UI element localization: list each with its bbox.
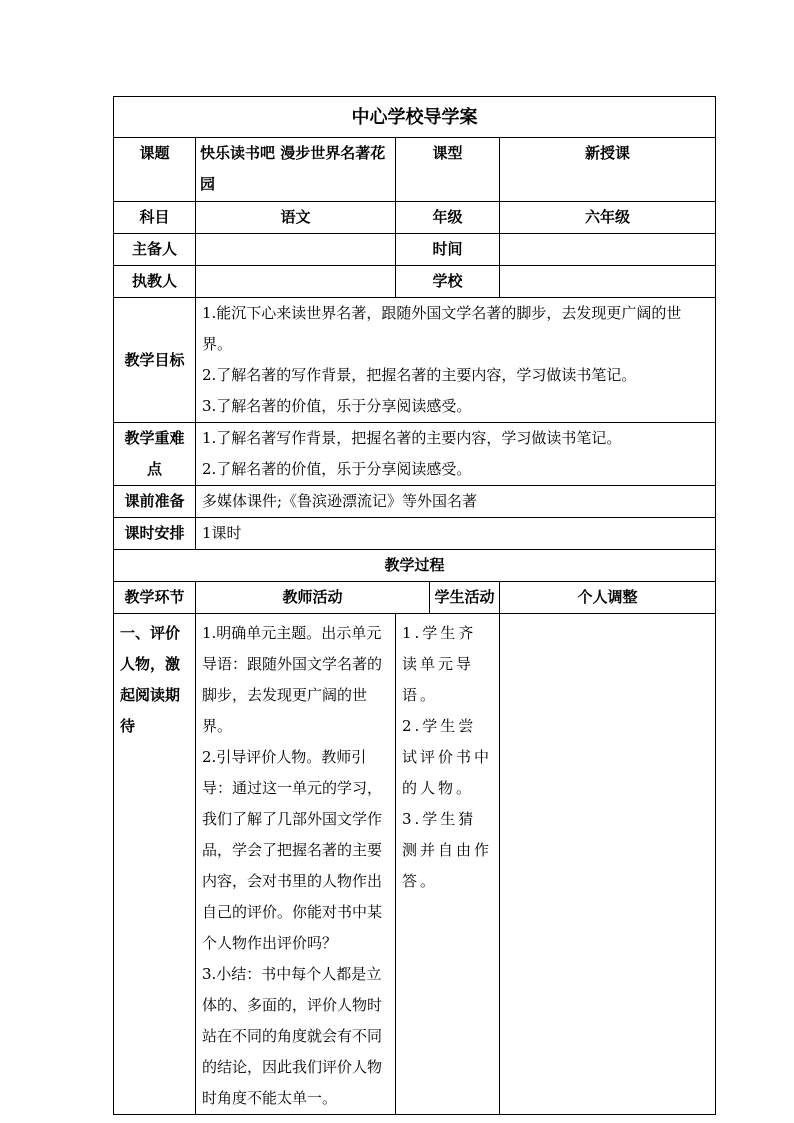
teacher-activity-item: 1.明确单元主题。出示单元导语：跟随外国文学名著的脚步，去发现更广阔的世界。 (202, 624, 383, 735)
process-header-teacher: 教师活动 (196, 582, 430, 614)
preparer-value (196, 234, 396, 266)
teacher-activity-item: 2.引导评价人物。教师引导：通过这一单元的学习，我们了解了几部外国文学作品，学会了把握名著的主要内容，会对书里的人物作出自己的评价。你能对书中某个人物作出评价吗？ (202, 748, 383, 952)
teacher-activity (196, 614, 396, 1115)
process-stage: 一、评价人物，激起阅读期待 (114, 614, 196, 1115)
process-header-student: 学生活动 (430, 582, 500, 614)
page-title: 中心学校导学案 (114, 97, 716, 138)
process-header-stage: 教学环节 (114, 582, 196, 614)
topic-label: 课题 (114, 138, 196, 202)
teacher-activity-item: 3.小结：书中每个人都是立体的、多面的，评价人物时站在不同的角度就会有不同的结论，因此我们评价人物时角度不能太单一。 (202, 965, 383, 1107)
time-label: 时间 (396, 234, 500, 266)
keypoints-label: 教学重难点 (114, 423, 196, 486)
goal-item: 1.能沉下心来读世界名著，跟随外国文学名著的脚步，去发现更广阔的世界。 (202, 304, 682, 353)
subject-label: 科目 (114, 202, 196, 234)
preparation-value: 多媒体课件;《鲁滨逊漂流记》等外国名著 (196, 486, 716, 518)
grade-label: 年级 (396, 202, 500, 234)
process-section-title: 教学过程 (114, 550, 716, 582)
keypoint-item: 1.了解名著写作背景，把握名著的主要内容，学习做读书笔记。 (202, 429, 622, 447)
goals-list (196, 298, 716, 423)
student-activity (396, 614, 500, 1115)
adjustment-cell (500, 614, 716, 1115)
process-header-adjustment: 个人调整 (500, 582, 716, 614)
goals-label: 教学目标 (114, 298, 196, 423)
preparer-label: 主备人 (114, 234, 196, 266)
teacher-value (196, 266, 396, 298)
goal-item: 3.了解名著的价值，乐于分享阅读感受。 (202, 397, 472, 415)
lesson-plan-table (113, 96, 716, 1115)
time-value (500, 234, 716, 266)
goal-item: 2.了解名著的写作背景，把握名著的主要内容，学习做读书笔记。 (202, 366, 637, 384)
school-label: 学校 (396, 266, 500, 298)
keypoints-list (196, 423, 716, 486)
school-value (500, 266, 716, 298)
topic-value: 快乐读书吧 漫步世界名著花园 (196, 138, 396, 202)
student-activity-item: 2.学生尝试评价书中的人物。 (402, 717, 493, 797)
preparation-label: 课前准备 (114, 486, 196, 518)
schedule-label: 课时安排 (114, 518, 196, 550)
student-activity-item: 1.学生齐读单元导语。 (402, 624, 477, 704)
type-label: 课型 (396, 138, 500, 202)
schedule-value: 1课时 (196, 518, 716, 550)
student-activity-item: 3.学生猜测并自由作答。 (402, 810, 493, 890)
keypoint-item: 2.了解名著的价值，乐于分享阅读感受。 (202, 460, 472, 478)
type-value: 新授课 (500, 138, 716, 202)
subject-value: 语文 (196, 202, 396, 234)
grade-value: 六年级 (500, 202, 716, 234)
teacher-label: 执教人 (114, 266, 196, 298)
